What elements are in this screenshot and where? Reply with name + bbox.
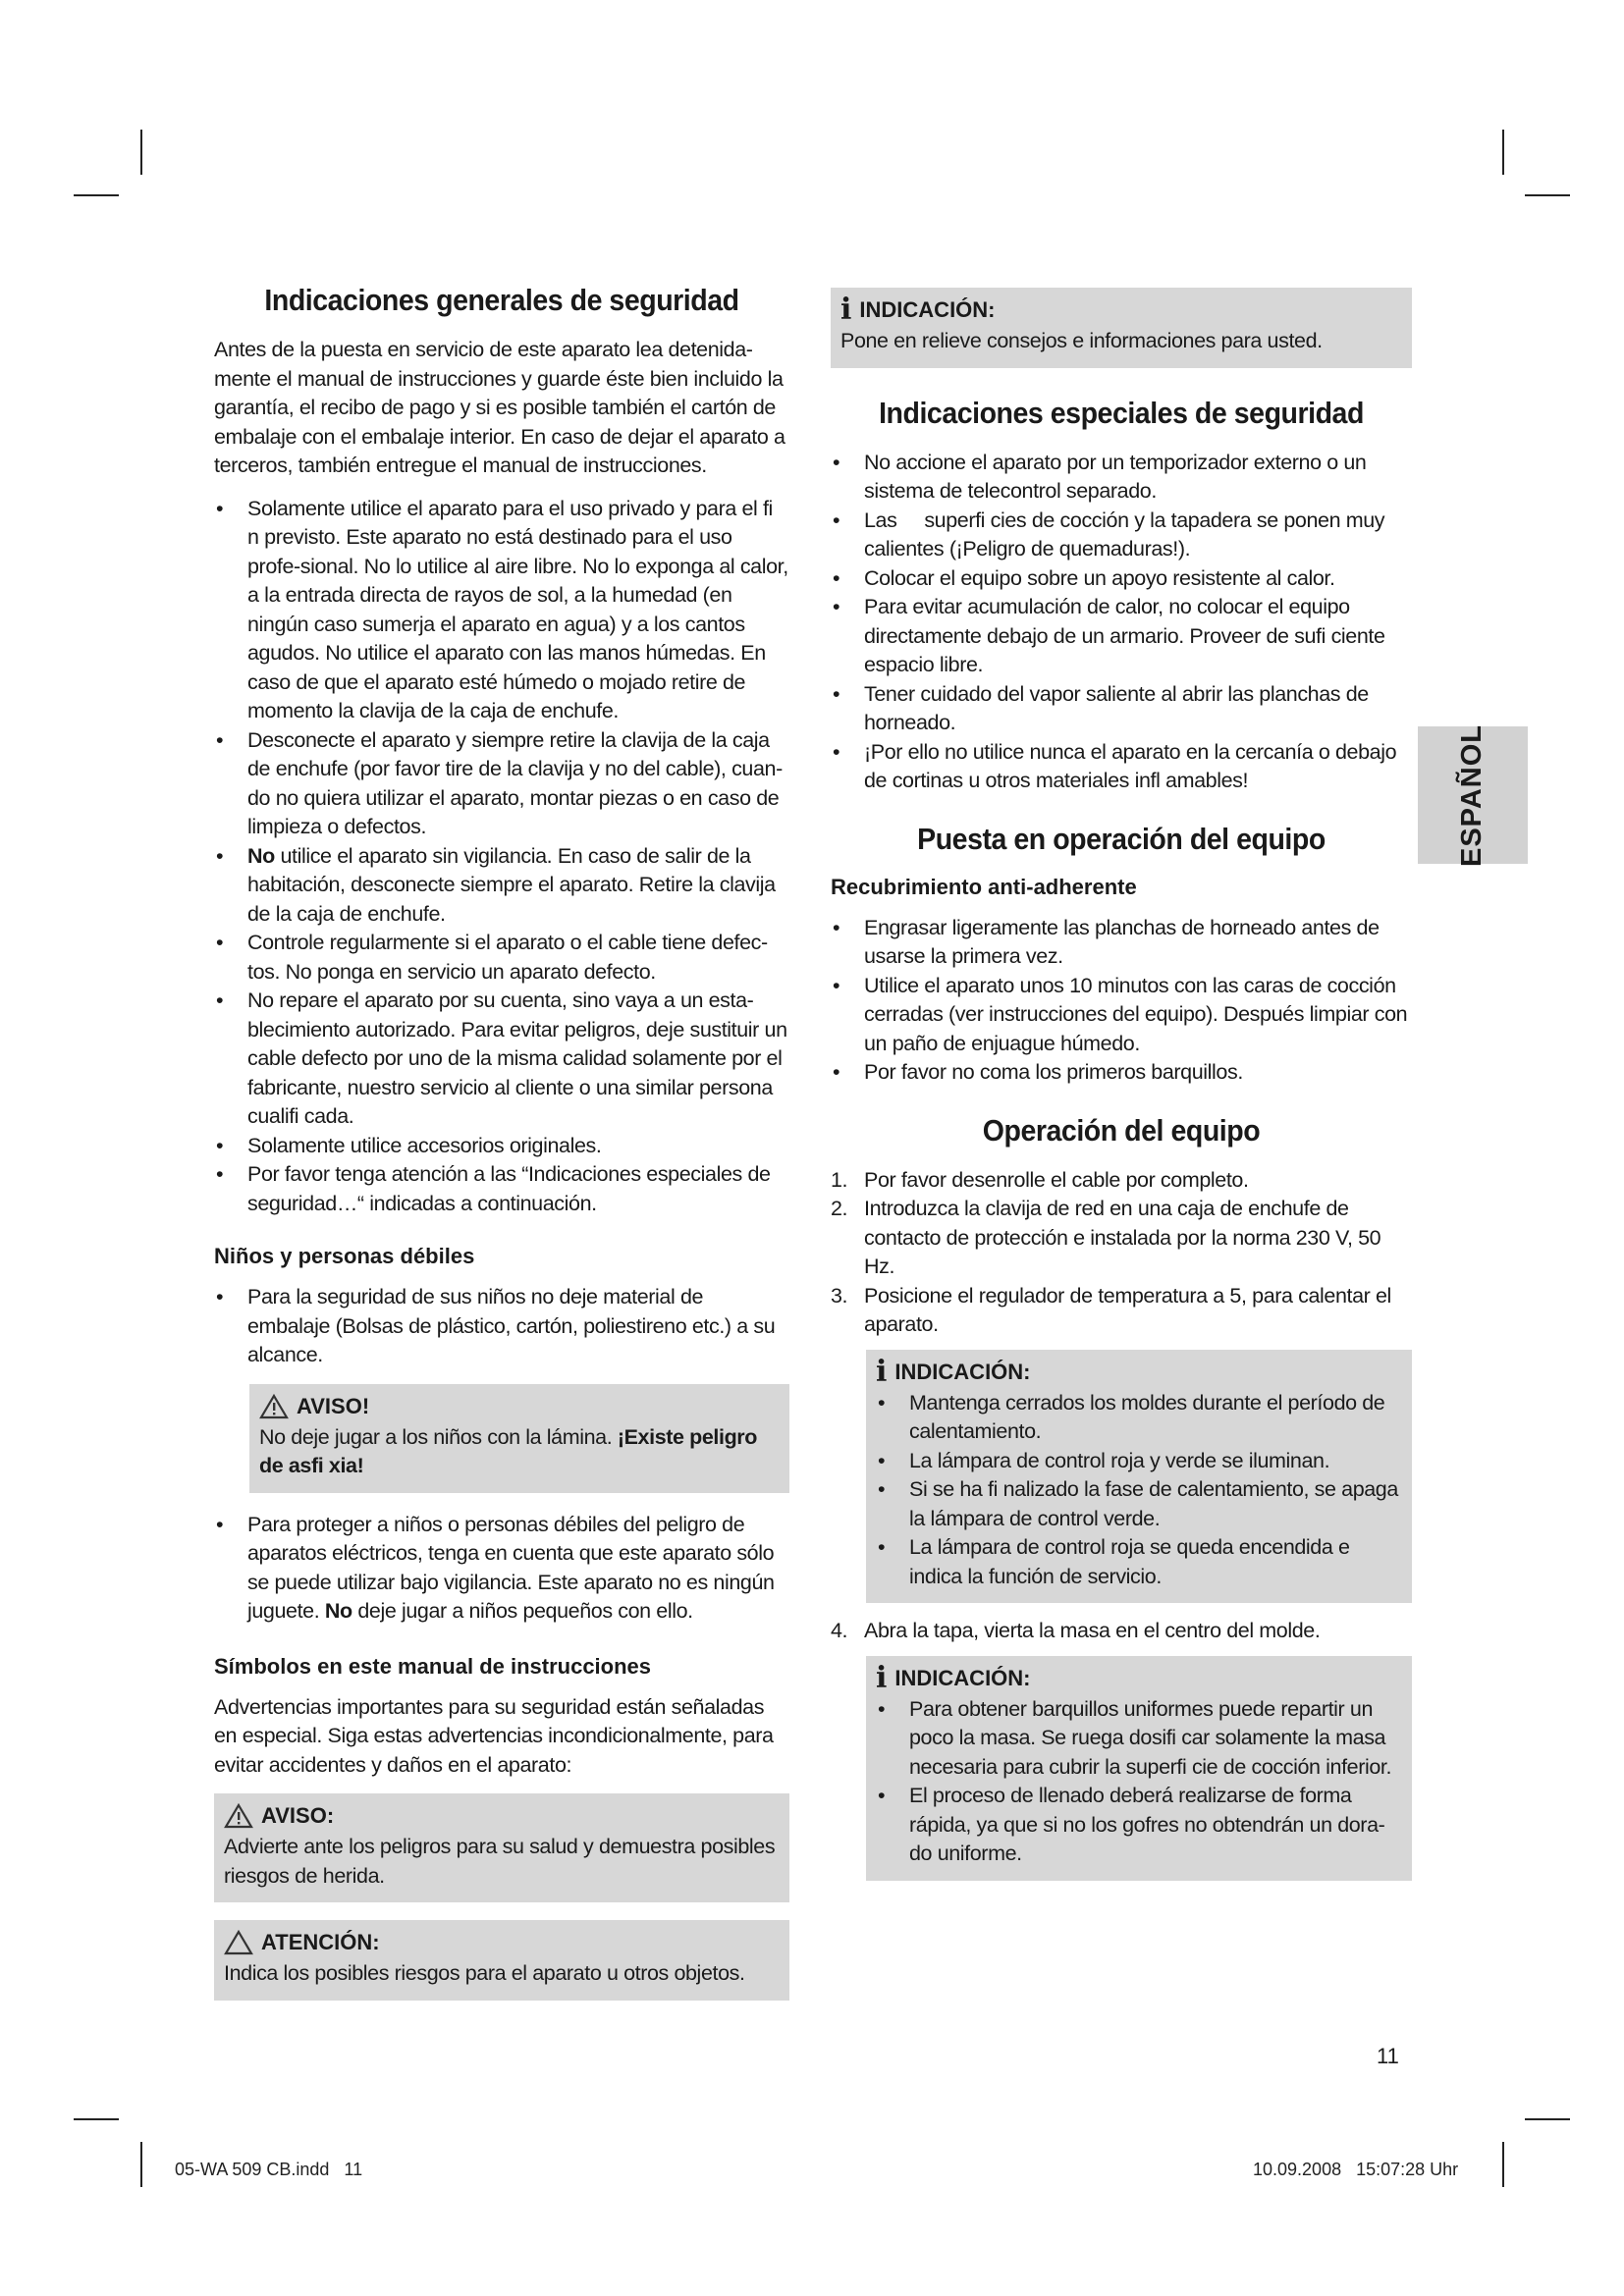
warning-triangle-icon [259,1394,289,1419]
special-safety-list [831,449,1412,796]
list-item: • Por favor tenga atención a las “Indicaciones especiales de seguridad…“ indicadas a continuación. [214,1160,789,1218]
list-item: • Desconecte el aparato y siempre retire la clavija de la caja de enchufe (por favor tire de la clavija y no del cable), cuan-do no quiera utilizar el aparato, montar piezas o en caso de limpieza o defectos. [214,726,789,842]
crop-mark [74,194,119,196]
crop-mark [140,130,142,175]
list-item: • Por favor no coma los primeros barquillos. [831,1058,1412,1088]
children-list [214,1283,789,1370]
step-item [831,1195,1412,1282]
list-item [214,842,789,930]
children-heading: Niños y personas débiles [214,1244,475,1268]
protect-list [214,1511,789,1627]
caution-text: Indica los posibles riesgos para el aparato u otros objetos. [224,1961,745,1985]
list-item-text: Para proteger a niños o personas débiles del peligro de aparatos eléctricos, tenga en cuenta que este aparato sólo se puede utilizar bajo vigilancia. Este aparato no es ningún juguete. [247,1512,775,1623]
warning-label: AVISO: [261,1803,335,1828]
crop-mark [1502,2142,1504,2187]
list-item: • ¡Por ello no utilice nunca el aparato en la cercanía o debajo de cortinas u otros materiales infl amables! [831,738,1412,796]
note-label: INDICACIÓN: [894,1359,1031,1384]
list-item: • La lámpara de control roja se queda encendida e indica la función de servicio. [876,1533,1402,1591]
list-item: • Engrasar ligeramente las planchas de horneado antes de usarse la primera vez. [831,914,1412,972]
warning-box-suffocation [249,1384,789,1493]
info-icon: i [876,1354,888,1389]
step-number: 3. [831,1283,848,1308]
step-item [831,1166,1412,1196]
right-column [831,288,1412,1898]
list-item: • No accione el aparato por un temporizador externo o un sistema de telecontrol separado. [831,449,1412,507]
bold-no: No [324,1599,352,1623]
symbols-heading: Símbolos en este manual de instrucciones [214,1653,652,1679]
list-item-text: utilice el aparato sin vigilancia. En caso de salir de la habitación, desconecte siempre el aparato. Retire la clavija de la caja de enchufe. [247,843,776,926]
list-item: • La lámpara de control roja y verde se iluminan. [876,1447,1402,1476]
section-title-operation: Operación del equipo [982,1112,1261,1148]
step-number: 4. [831,1619,848,1642]
crop-mark [74,2118,119,2120]
list-item: • Para obtener barquillos uniformes puede repartir un poco la masa. Se ruega dosifi car solamente la masa necesaria para cubrir la superfi cie de cocción inferior. [876,1695,1402,1783]
note-label: INDICACIÓN: [894,1665,1031,1690]
note-box-filling [866,1656,1412,1881]
crop-mark [1502,130,1504,175]
left-column [214,275,789,2018]
page-number: 11 [1377,2044,1399,2068]
step-item [831,1282,1412,1340]
list-item: • Las superfi cies de cocción y la tapadera se ponen muy calientes (¡Peligro de quemaduras!). [831,507,1412,564]
caution-label: ATENCIÓN: [261,1930,380,1954]
warning-label: AVISO! [297,1393,370,1418]
note-box-heating [866,1350,1412,1604]
step-text: Abra la tapa, vierta la masa en el centro del molde. [864,1619,1321,1642]
step-text: Por favor desenrolle el cable por completo. [864,1167,1249,1192]
warning-text-bold: ¡Existe peligro de asfi xia! [259,1424,758,1477]
warning-text [259,1423,780,1481]
language-tab [1418,723,1528,867]
footer-timestamp: 10.09.2008 15:07:28 Uhr [1253,2160,1459,2179]
info-icon: i [876,1660,888,1695]
symbols-paragraph: Advertencias importantes para su seguridad están señaladas en especial. Siga estas advertencias incondicionalmente, para evitar accidentes y daños en el aparato: [214,1694,774,1777]
step-text: Posicione el regulador de temperatura a 5, para calentar el aparato. [864,1283,1391,1336]
note-text: Pone en relieve consejos e informaciones para usted. [840,329,1323,352]
caution-triangle-icon [224,1930,253,1955]
step-number: 2. [831,1197,848,1220]
note-title [840,293,1402,327]
general-safety-list [214,495,789,1219]
step-item [831,1617,1412,1646]
note-title [876,1354,1402,1389]
warning-title [259,1394,780,1419]
step-text: Introduzca la clavija de red en una caja de enchufe de contacto de protección e instalada por la norma 230 V, 50 Hz. [864,1197,1381,1278]
note-list [876,1389,1402,1592]
list-item: • Si se ha fi nalizado la fase de calentamiento, se apaga la lámpara de control verde. [876,1475,1402,1533]
warning-text-normal: No deje jugar a los niños con la lámina. [259,1424,618,1449]
coating-heading: Recubrimiento anti-adherente [831,874,1137,899]
list-item: • Mantenga cerrados los moldes durante el período de calentamiento. [876,1389,1402,1447]
operation-steps [831,1166,1412,1340]
step-number: 1. [831,1167,848,1192]
list-item: • Solamente utilice accesorios originales. [214,1132,789,1161]
list-item: • Solamente utilice el aparato para el uso privado y para el fi n previsto. Este aparato no está destinado para el uso profe-sional. No lo utilice al aire libre. No lo exponga al calor, a la entrada directa de rayos de sol, a la humedad (en ningún caso sumerja el aparato en agua) y a los cantos agudos. No utilice el aparato con las manos húmedas. En caso de que el aparato esté húmedo o mojado retire de momento la clavija de la caja de enchufe. [214,495,789,726]
list-item: • Controle regularmente si el aparato o el cable tiene defec-tos. No ponga en servicio un aparato defecto. [214,929,789,987]
language-tab-label: ESPAÑOL [1456,723,1489,867]
list-item: • Utilice el aparato unos 10 minutos con las caras de cocción cerradas (ver instrucciones del equipo). Después limpiar con un paño de enjuague húmedo. [831,972,1412,1059]
warning-triangle-icon [224,1803,253,1829]
section-title-special-safety: Indicaciones especiales de seguridad [879,395,1364,430]
section-title-general-safety: Indicaciones generales de seguridad [264,283,739,317]
section-title-start-up: Puesta en operación del equipo [917,821,1326,856]
caution-box [214,1920,789,2001]
warning-title [224,1803,780,1829]
crop-mark [1525,2118,1570,2120]
note-list [876,1695,1402,1869]
warning-box-health [214,1793,789,1902]
list-item: • El proceso de llenado deberá realizarse de forma rápida, ya que si no los gofres no obtendrán un dora-do uniforme. [876,1782,1402,1869]
info-icon: i [840,293,852,327]
list-item: • Para evitar acumulación de calor, no colocar el equipo directamente debajo de un armario. Proveer de sufi ciente espacio libre. [831,593,1412,680]
crop-mark [140,2142,142,2187]
list-item-text: deje jugar a niños pequeños con ello. [352,1599,693,1623]
note-title [876,1660,1402,1695]
list-item: • No repare el aparato por su cuenta, sino vaya a un esta-blecimiento autorizado. Para evitar peligros, deje sustituir un cable defecto por uno de la misma calidad solamente por el fabricante, nuestro servicio al cliente o una similar persona cualifi cada. [214,987,789,1132]
coating-list [831,914,1412,1088]
note-label: INDICACIÓN: [859,297,996,322]
list-item [214,1511,789,1627]
list-item: • Para la seguridad de sus niños no deje material de embalaje (Bolsas de plástico, cartón, poliestireno etc.) a su alcance. [214,1283,789,1370]
bold-no: No [247,843,275,868]
warning-text: Advierte ante los peligros para su salud y demuestra posibles riesgos de herida. [224,1835,776,1888]
crop-mark [1525,194,1570,196]
list-item: • Colocar el equipo sobre un apoyo resistente al calor. [831,564,1412,594]
footer-file-info: 05-WA 509 CB.indd 11 [175,2160,363,2179]
caution-title [224,1930,780,1955]
note-box-top [831,288,1412,368]
list-item: • Tener cuidado del vapor saliente al abrir las planchas de horneado. [831,680,1412,738]
intro-paragraph: Antes de la puesta en servicio de este aparato lea detenida-mente el manual de instrucciones y guarde éste bien incluido la garantía, el recibo de pago y si es posible también el cartón de embalaje con el embalaje interior. En caso de dejar el aparato a terceros, también entregue el manual de instrucciones. [214,338,785,477]
operation-steps-continued [831,1617,1412,1646]
